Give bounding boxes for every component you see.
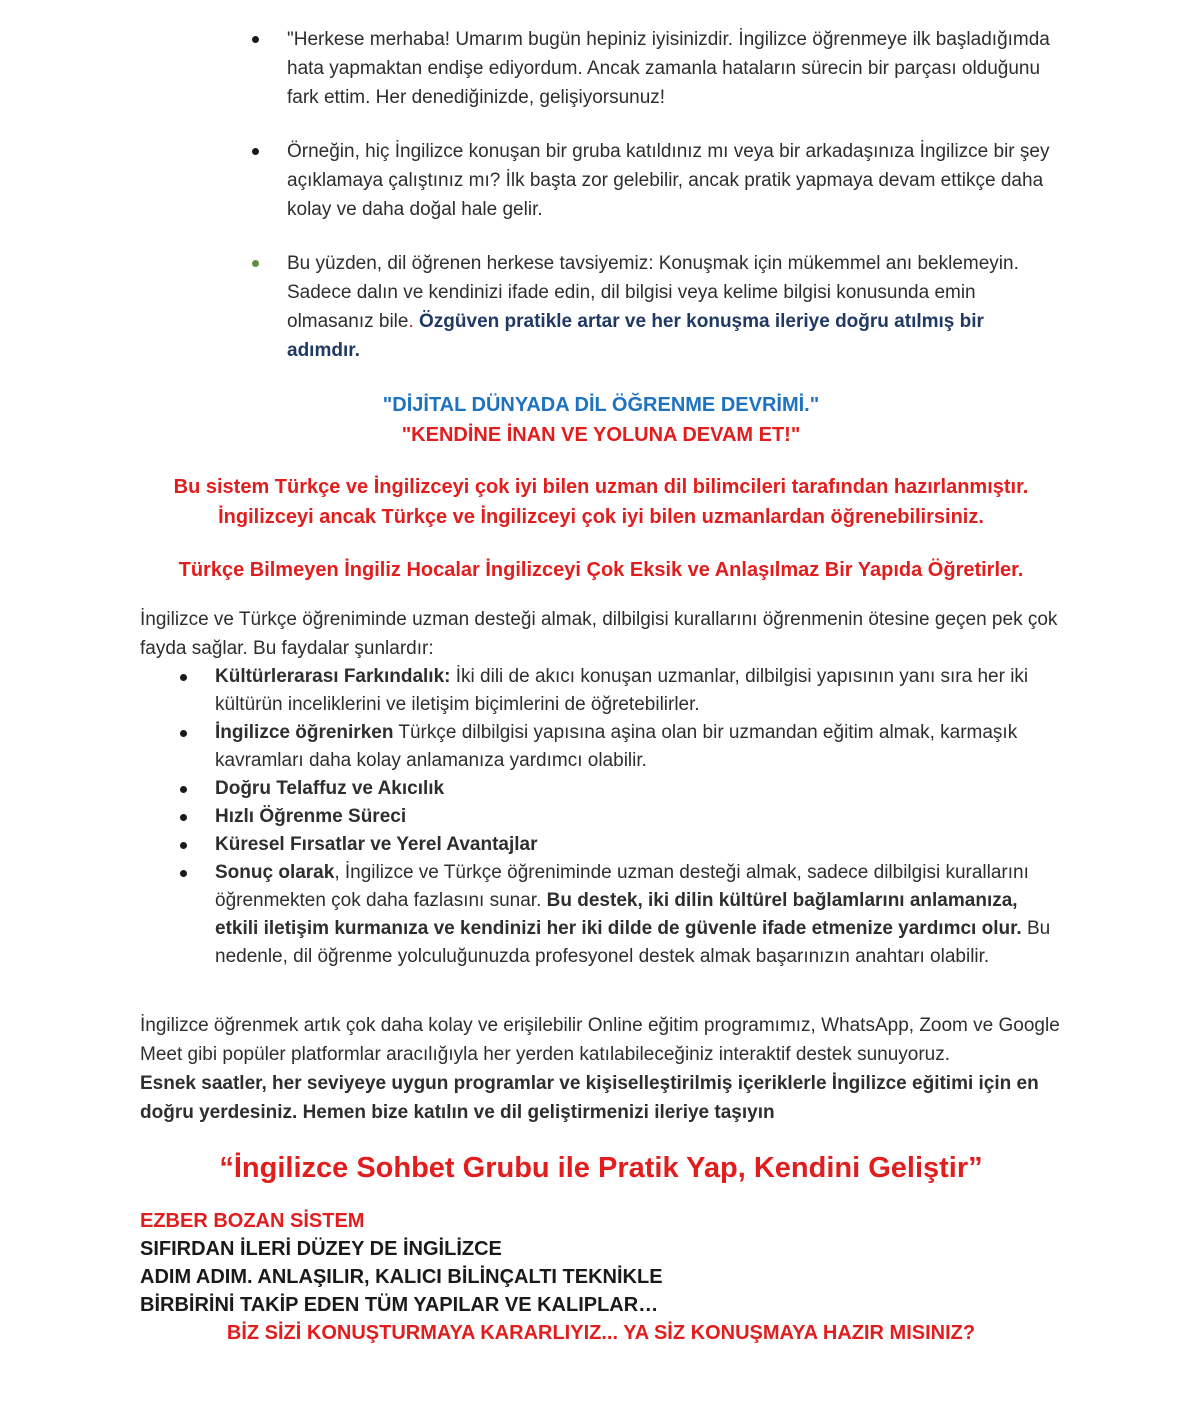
benefit-list xyxy=(175,663,1062,971)
bullet-icon xyxy=(180,870,187,877)
benefit-lead: İngilizce öğrenirken xyxy=(215,722,394,743)
closing-line: ADIM ADIM. ANLAŞILIR, KALICI BİLİNÇALTI TEKNİKLE xyxy=(140,1266,663,1288)
bullet-icon xyxy=(180,842,187,849)
benefits-intro-paragraph: İngilizce ve Türkçe öğreniminde uzman desteği almak, dilbilgisi kurallarını öğrenmenin ötesine geçen pek çok fayda sağlar. Bu faydalar şunlardır: xyxy=(140,609,1058,659)
list-item xyxy=(175,803,1062,831)
practice-headline: “İngilizce Sohbet Grubu ile Pratik Yap, Kendini Geliştir” xyxy=(219,1152,983,1184)
list-item xyxy=(250,249,1062,365)
claim-line: Bu sistem Türkçe ve İngilizceyi çok iyi bilen uzman dil bilimcileri tarafından hazırlanmıştır. xyxy=(173,476,1029,498)
benefit-mid: , İngilizce ve Türkçe öğreniminde uzman desteği almak, sadece dilbilgisi kurallarını öğrenmekten çok daha fazlasını sunar. xyxy=(215,862,1029,911)
bullet-icon xyxy=(180,786,187,793)
list-item xyxy=(175,831,1062,859)
benefit-lead: Küresel Fırsatlar ve Yerel Avantajlar xyxy=(215,834,538,855)
online-bold-paragraph: Esnek saatler, her seviyeye uygun programlar ve kişiselleştirilmiş içeriklerle İngilizce eğitimi için en doğru yerdesiniz. Hemen bize katılın ve dil geliştirmenizi ileriye taşıyın xyxy=(140,1073,1039,1123)
bullet-icon xyxy=(180,674,187,681)
red-period: . xyxy=(408,311,420,332)
benefit-lead: Doğru Telaffuz ve Akıcılık xyxy=(215,778,445,799)
benefit-lead: Kültürlerarası Farkındalık: xyxy=(215,666,451,687)
online-section xyxy=(140,1011,1062,1127)
online-paragraph: İngilizce öğrenmek artık çok daha kolay ve erişilebilir Online eğitim programımız, WhatsApp, Zoom ve Google Meet gibi popüler platformlar aracılığıyla her yerden katılabileceğiniz interaktif destek sunuyoruz. xyxy=(140,1015,1060,1065)
emphasis-navy-text: Özgüven pratikle artar ve her konuşma ileriye doğru atılmış bir adımdır. xyxy=(287,311,984,361)
claim-teachers: Türkçe Bilmeyen İngiliz Hocalar İngilizceyi Çok Eksik ve Anlaşılmaz Bir Yapıda Öğretirler. xyxy=(178,559,1024,581)
system-claims xyxy=(140,472,1062,532)
closing-line-red-center: BİZ SİZİ KONUŞTURMAYA KARARLIYIZ... YA SİZ KONUŞMAYA HAZIR MISINIZ? xyxy=(226,1322,976,1344)
list-item xyxy=(175,719,1062,775)
bullet-icon xyxy=(252,148,259,155)
list-item xyxy=(175,775,1062,803)
bullet-icon xyxy=(180,730,187,737)
benefit-lead: Sonuç olarak xyxy=(215,862,335,883)
benefit-rest: Türkçe dilbilgisi yapısına aşina olan bir uzmandan eğitim almak, karmaşık kavramları daha kolay anlamanıza yardımcı olabilir. xyxy=(215,722,1018,771)
closing-line: BİRBİRİNİ TAKİP EDEN TÜM YAPILAR VE KALIPLAR… xyxy=(140,1294,659,1316)
bullet-icon xyxy=(180,814,187,821)
closing-line: SIFIRDAN İLERİ DÜZEY DE İNGİLİZCE xyxy=(140,1238,502,1260)
claim-line: İngilizceyi ancak Türkçe ve İngilizceyi çok iyi bilen uzmanlardan öğrenebilirsiniz. xyxy=(218,506,984,528)
quote-heading-blue: "DİJİTAL DÜNYADA DİL ÖĞRENME DEVRİMİ." xyxy=(382,394,820,416)
paragraph-text: "Herkese merhaba! Umarım bugün hepiniz iyisinizdir. İngilizce öğrenmeye ilk başladığımda hata yapmaktan endişe ediyordum. Ancak zamanla hataların sürecin bir parçası olduğunu fark ettim. Her denediğinizde, gelişiyorsunuz! xyxy=(287,29,1050,108)
list-item xyxy=(175,663,1062,719)
benefit-rest: İki dili de akıcı konuşan uzmanlar, dilbilgisi yapısının yanı sıra her iki kültürün inceliklerini ve iletişim biçimlerini de öğretebilirler. xyxy=(215,666,1029,715)
list-item xyxy=(250,137,1062,224)
bullet-icon-green xyxy=(252,260,259,267)
closing-line-red: EZBER BOZAN SİSTEM xyxy=(140,1210,365,1232)
bullet-list-top xyxy=(250,25,1062,365)
paragraph-text: Bu yüzden, dil öğrenen herkese tavsiyemiz: Konuşmak için mükemmel anı beklemeyin. Sadece dalın ve kendinizi ifade edin, dil bilgisi veya kelime bilgisi konusunda emin olmasanız bile xyxy=(287,253,1019,332)
benefit-bold-2: Bu destek, iki dilin kültürel bağlamlarını anlamanıza, etkili iletişim kurmanıza ve kendinizi her iki dilde de güvenle ifade etmenize yardımcı olur. xyxy=(215,890,1022,939)
benefit-tail: Bu nedenle, dil öğrenme yolculuğunuzda profesyonel destek almak başarınızın anahtarı olabilir. xyxy=(215,918,1051,967)
paragraph-text: Örneğin, hiç İngilizce konuşan bir gruba katıldınız mı veya bir arkadaşınıza İngilizce bir şey açıklamaya çalıştınız mı? İlk başta zor gelebilir, ancak pratik yapmaya devam ettikçe daha kolay ve daha doğal hale gelir. xyxy=(287,141,1050,220)
quote-heading-red: "KENDİNE İNAN VE YOLUNA DEVAM ET!" xyxy=(401,424,801,446)
list-item xyxy=(250,25,1062,112)
benefit-lead: Hızlı Öğrenme Süreci xyxy=(215,806,407,827)
list-item xyxy=(175,859,1062,971)
bullet-icon xyxy=(252,36,259,43)
closing-block xyxy=(140,1207,1062,1347)
